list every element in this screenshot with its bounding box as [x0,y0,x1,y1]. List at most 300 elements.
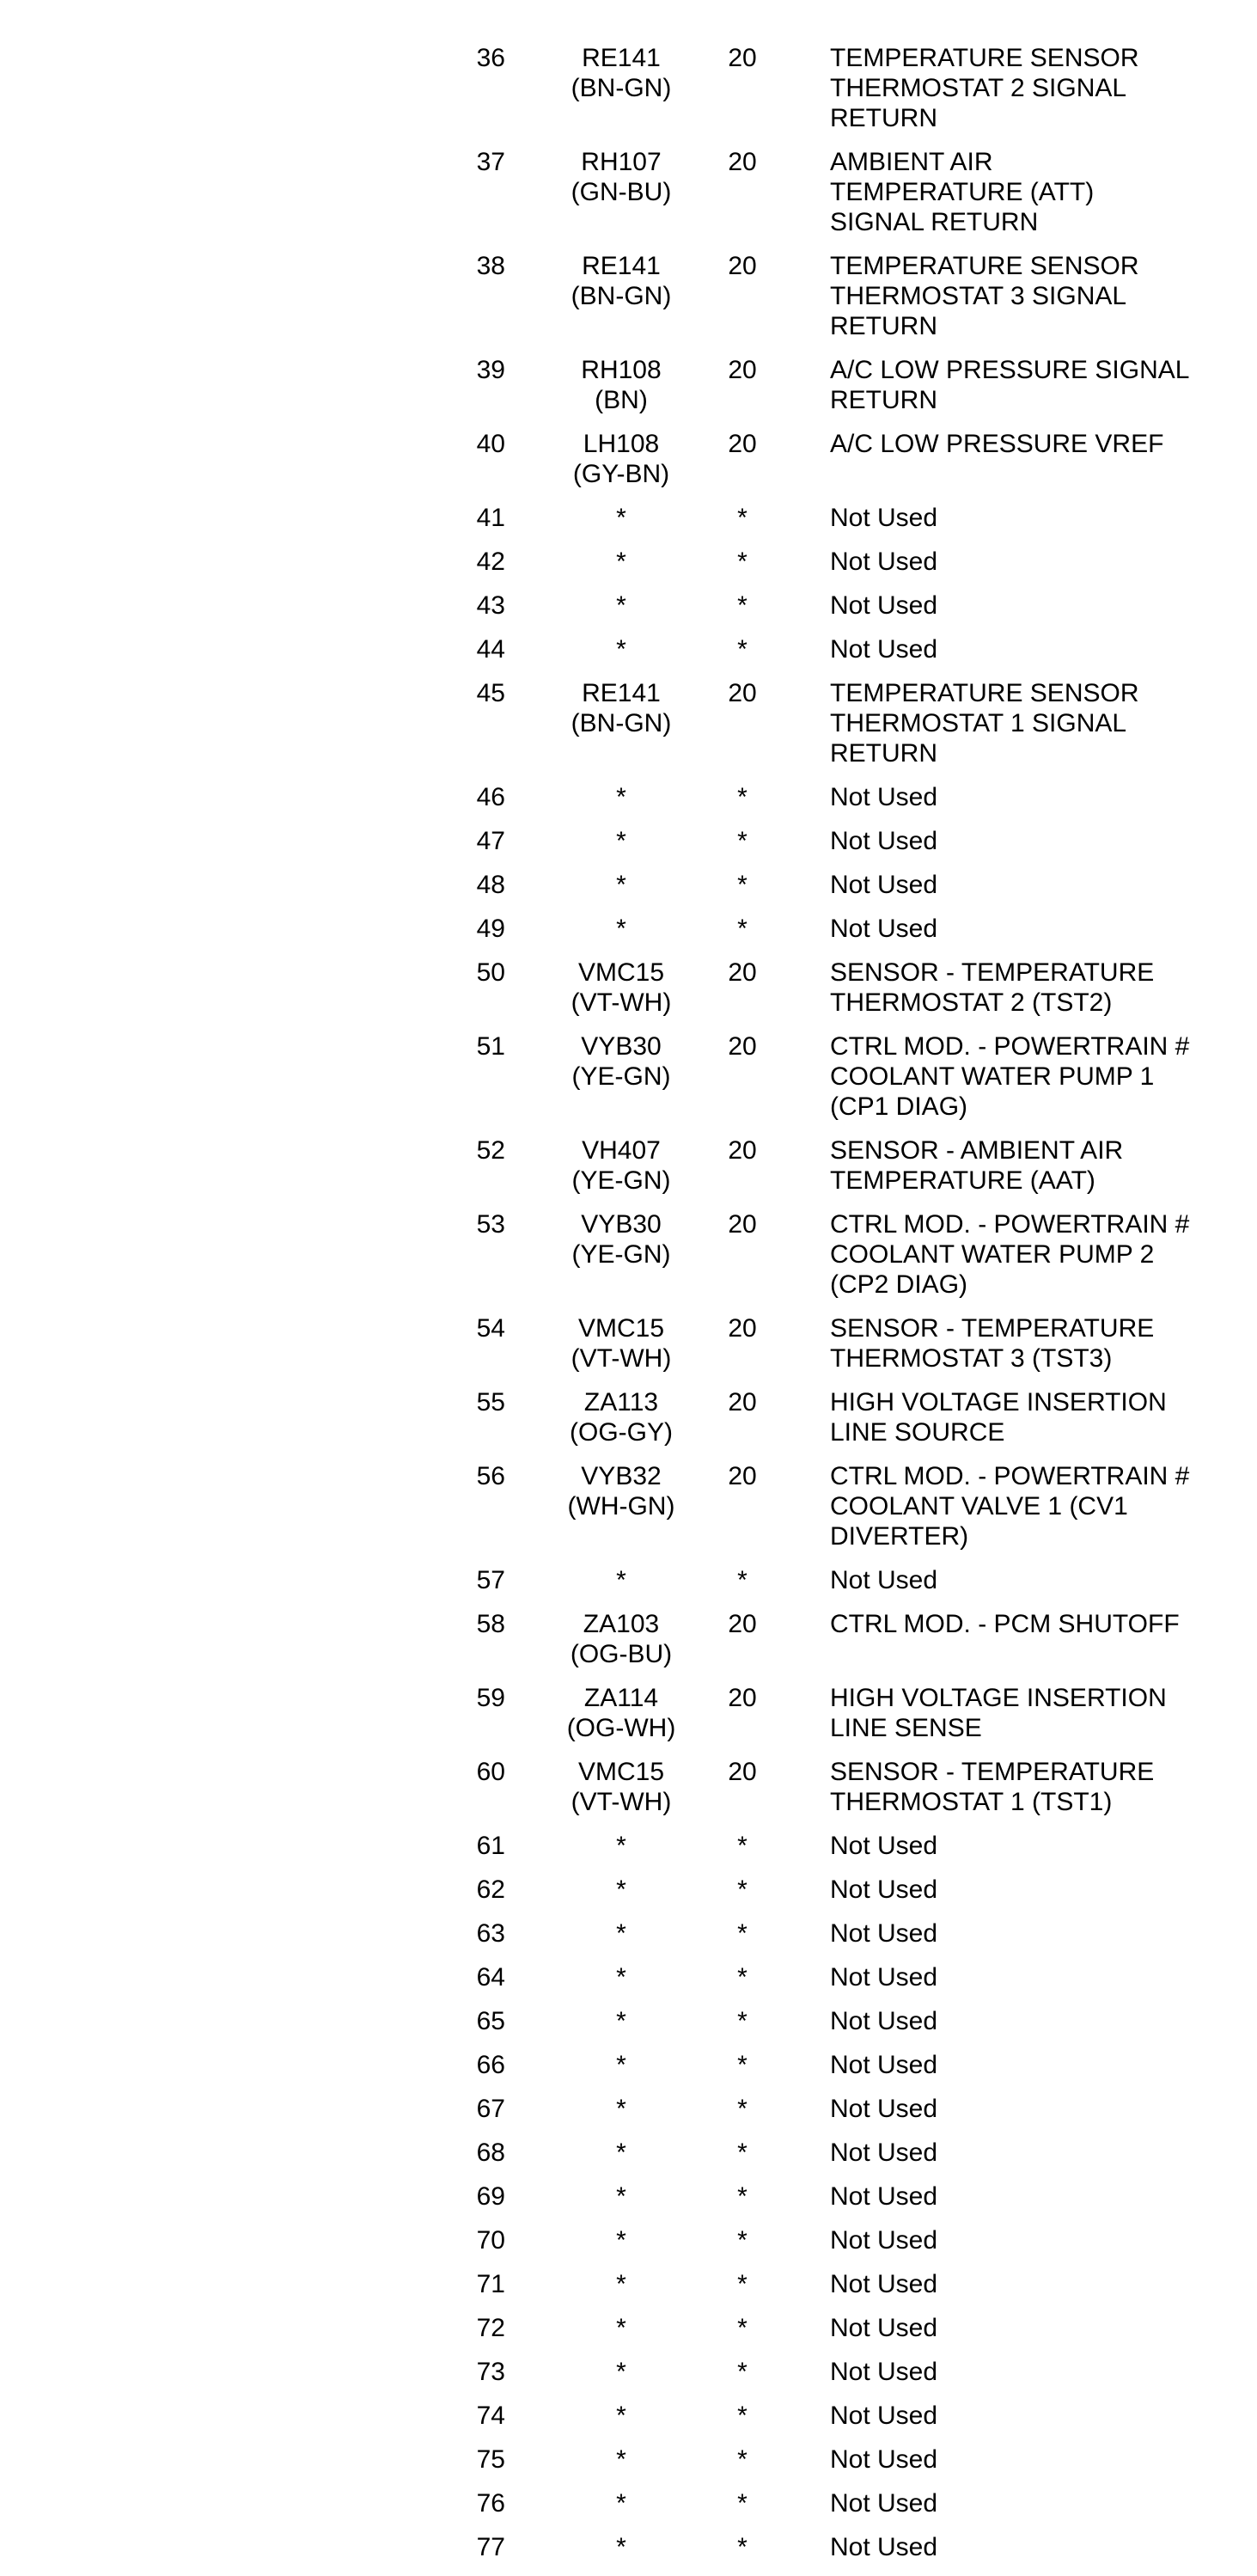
table-row [0,1609,1257,1669]
table-row [0,2488,1257,2518]
circuit-id [526,251,708,311]
function-line: Not Used [830,2051,938,2079]
circuit-function [830,1831,1242,1861]
circuit-id [526,429,708,489]
circuit-id [526,2050,708,2080]
function-line: RETURN [830,386,937,414]
circuit-line: RH107 [581,148,662,176]
wire-gauge: 20 [728,1388,757,1416]
circuit-id [526,958,708,1018]
circuit-line: VYB30 [581,1210,662,1239]
circuit-function [830,2401,1242,2431]
circuit-id [526,2094,708,2124]
circuit-line: * [616,2182,626,2211]
circuit-line: (VT-WH) [571,1344,672,1373]
circuit-id [526,2138,708,2168]
circuit-function [830,1962,1242,1992]
function-line: RETURN [830,739,937,768]
circuit-line: VH407 [582,1136,661,1165]
circuit-line: VYB30 [581,1032,662,1061]
table-row [0,1387,1257,1447]
function-line: Not Used [830,827,938,855]
circuit-function [830,2444,1242,2475]
circuit-function [830,1209,1242,1300]
circuit-function [830,2532,1242,2562]
wire-gauge: * [737,1963,747,1992]
circuit-line: * [616,783,626,811]
pin-number: 51 [476,1032,505,1061]
circuit-line: * [616,827,626,855]
wire-gauge: * [737,2139,747,2167]
table-row [0,43,1257,133]
pin-number: 63 [476,1919,505,1948]
wire-gauge: * [737,827,747,855]
circuit-id [526,826,708,856]
table-row [0,1031,1257,1122]
circuit-line: VYB32 [581,1462,662,1490]
function-line: COOLANT WATER PUMP 2 [830,1240,1155,1269]
circuit-line: (OG-WH) [566,1714,676,1742]
wire-gauge: 20 [728,1462,757,1490]
wire-gauge: * [737,915,747,943]
pin-number: 70 [476,2226,505,2255]
pin-number: 42 [476,548,505,576]
table-row [0,429,1257,489]
circuit-id [526,2006,708,2036]
pin-number: 57 [476,1566,505,1594]
circuit-line: * [616,591,626,620]
pin-number: 46 [476,783,505,811]
table-row [0,678,1257,768]
circuit-id [526,590,708,621]
circuit-line: * [616,871,626,899]
circuit-line: (GN-BU) [571,178,672,206]
circuit-line: * [616,635,626,664]
pin-number: 75 [476,2445,505,2474]
table-row [0,826,1257,856]
circuit-function [830,1135,1242,1196]
wire-gauge: 20 [728,1610,757,1638]
circuit-id [526,2357,708,2387]
function-line: SENSOR - TEMPERATURE [830,1314,1155,1343]
circuit-function [830,1875,1242,1905]
function-line: THERMOSTAT 1 (TST1) [830,1788,1113,1816]
wire-gauge: * [737,2314,747,2342]
circuit-id [526,2401,708,2431]
pin-number: 47 [476,827,505,855]
wire-gauge: 20 [728,430,757,458]
circuit-id [526,782,708,812]
circuit-line: * [616,915,626,943]
circuit-function [830,914,1242,944]
table-row [0,2269,1257,2299]
circuit-id [526,1962,708,1992]
circuit-function [830,2094,1242,2124]
circuit-function [830,2050,1242,2080]
pin-number: 53 [476,1210,505,1239]
circuit-line: VMC15 [577,958,665,987]
circuit-function [830,2357,1242,2387]
circuit-id [526,1683,708,1743]
pin-number: 58 [476,1610,505,1638]
circuit-line: * [616,2226,626,2255]
circuit-id [526,1875,708,1905]
wire-gauge: * [737,2533,747,2561]
pin-number: 41 [476,504,505,532]
function-line: (CP2 DIAG) [830,1270,968,1299]
circuit-function [830,503,1242,533]
table-row [0,1313,1257,1374]
circuit-function [830,1031,1242,1122]
wire-gauge: 20 [728,679,757,707]
circuit-id [526,1209,708,1270]
function-line: LINE SOURCE [830,1418,1005,1447]
wire-gauge: * [737,2358,747,2386]
function-line: Not Used [830,2270,938,2298]
circuit-line: * [616,2314,626,2342]
circuit-line: (BN) [595,386,648,414]
circuit-function [830,2269,1242,2299]
circuit-id [526,870,708,900]
table-row [0,958,1257,1018]
circuit-line: * [616,1963,626,1992]
function-line: Not Used [830,871,938,899]
pin-number: 71 [476,2270,505,2298]
function-line: COOLANT VALVE 1 (CV1 [830,1492,1128,1521]
function-line: Not Used [830,2533,938,2561]
function-line: Not Used [830,2445,938,2474]
circuit-function [830,870,1242,900]
circuit-function [830,1683,1242,1743]
function-line: SIGNAL RETURN [830,208,1039,236]
pin-number: 39 [476,356,505,384]
circuit-id [526,914,708,944]
function-line: Not Used [830,2402,938,2430]
function-line: CTRL MOD. - POWERTRAIN # [830,1210,1190,1239]
circuit-id [526,1609,708,1669]
pin-number: 73 [476,2358,505,2386]
table-row [0,1135,1257,1196]
pin-number: 72 [476,2314,505,2342]
circuit-function [830,1313,1242,1374]
circuit-function [830,1757,1242,1817]
table-row [0,2094,1257,2124]
circuit-function [830,678,1242,768]
function-line: RETURN [830,104,937,132]
circuit-line: * [616,2051,626,2079]
pin-number: 37 [476,148,505,176]
circuit-line: ZA103 [583,1610,660,1638]
circuit-id [526,355,708,415]
circuit-line: * [616,2139,626,2167]
function-line: THERMOSTAT 3 SIGNAL [830,282,1127,310]
wire-gauge: * [737,1919,747,1948]
table-row [0,1918,1257,1949]
function-line: Not Used [830,1875,938,1904]
pin-number: 64 [476,1963,505,1992]
table-row [0,2401,1257,2431]
circuit-line: (GY-BN) [572,460,670,488]
circuit-line: VMC15 [577,1314,665,1343]
circuit-id [526,1831,708,1861]
function-line: A/C LOW PRESSURE SIGNAL [830,356,1190,384]
function-line: TEMPERATURE SENSOR [830,252,1139,280]
wire-gauge: * [737,548,747,576]
circuit-line: (BN-GN) [571,74,672,102]
circuit-id [526,2181,708,2212]
circuit-function [830,147,1242,237]
function-line: HIGH VOLTAGE INSERTION [830,1388,1167,1416]
pin-number: 59 [476,1684,505,1712]
circuit-function [830,2225,1242,2255]
circuit-id [526,678,708,738]
wire-gauge: 20 [728,1758,757,1786]
function-line: Not Used [830,2007,938,2035]
function-line: CTRL MOD. - POWERTRAIN # [830,1462,1190,1490]
circuit-line: * [616,2445,626,2474]
circuit-function [830,2181,1242,2212]
table-row [0,1962,1257,1992]
pin-number: 49 [476,915,505,943]
wire-gauge: 20 [728,356,757,384]
table-row [0,2006,1257,2036]
table-row [0,634,1257,664]
circuit-id [526,1031,708,1092]
table-row [0,2357,1257,2387]
pin-number: 61 [476,1832,505,1860]
circuit-line: * [616,1919,626,1948]
table-row [0,1461,1257,1551]
wire-gauge: * [737,1566,747,1594]
circuit-id [526,1757,708,1817]
circuit-function [830,355,1242,415]
wire-gauge: 20 [728,1032,757,1061]
pin-number: 68 [476,2139,505,2167]
circuit-line: * [616,2358,626,2386]
circuit-id [526,1313,708,1374]
wire-gauge: * [737,871,747,899]
wire-gauge: 20 [728,1210,757,1239]
circuit-line: ZA114 [583,1684,659,1712]
wire-gauge: 20 [728,1136,757,1165]
circuit-id [526,503,708,533]
table-row [0,251,1257,341]
wire-gauge: * [737,1832,747,1860]
pin-number: 48 [476,871,505,899]
circuit-function [830,429,1242,459]
circuit-function [830,2006,1242,2036]
function-line: Not Used [830,2314,938,2342]
circuit-function [830,826,1242,856]
function-line: TEMPERATURE SENSOR [830,679,1139,707]
connector-pinout-table [0,43,1257,2576]
circuit-function [830,1565,1242,1595]
pin-number: 36 [476,44,505,72]
circuit-id [526,634,708,664]
circuit-function [830,2488,1242,2518]
function-line: Not Used [830,591,938,620]
pin-number: 67 [476,2095,505,2123]
function-line: Not Used [830,2489,938,2518]
function-line: Not Used [830,2358,938,2386]
table-row [0,1565,1257,1595]
pin-number: 69 [476,2182,505,2211]
wire-gauge: * [737,2445,747,2474]
table-row [0,1875,1257,1905]
pin-number: 40 [476,430,505,458]
function-line: Not Used [830,2182,938,2211]
circuit-line: (YE-GN) [571,1240,671,1269]
circuit-line: * [616,1875,626,1904]
table-row [0,1757,1257,1817]
circuit-id [526,2269,708,2299]
wire-gauge: * [737,2007,747,2035]
table-row [0,2444,1257,2475]
circuit-line: RE141 [582,252,661,280]
wire-gauge: * [737,504,747,532]
circuit-line: (YE-GN) [571,1062,671,1091]
function-line: SENSOR - TEMPERATURE [830,958,1155,987]
table-row [0,1831,1257,1861]
function-line: SENSOR - AMBIENT AIR [830,1136,1124,1165]
function-line: TEMPERATURE SENSOR [830,44,1139,72]
function-line: Not Used [830,635,938,664]
circuit-line: RE141 [582,679,661,707]
wire-gauge: 20 [728,1684,757,1712]
pin-number: 38 [476,252,505,280]
function-line: Not Used [830,1566,938,1594]
pin-number: 77 [476,2533,505,2561]
wire-gauge: 20 [728,252,757,280]
pin-number: 54 [476,1314,505,1343]
circuit-line: (BN-GN) [571,709,672,737]
function-line: THERMOSTAT 2 SIGNAL [830,74,1127,102]
circuit-line: VMC15 [577,1758,665,1786]
table-row [0,355,1257,415]
function-line: AMBIENT AIR [830,148,993,176]
pin-number: 52 [476,1136,505,1165]
table-row [0,782,1257,812]
pin-number: 55 [476,1388,505,1416]
wire-gauge: * [737,1875,747,1904]
circuit-id [526,2313,708,2343]
circuit-line: (VT-WH) [571,1788,672,1816]
function-line: HIGH VOLTAGE INSERTION [830,1684,1167,1712]
table-row [0,870,1257,900]
function-line: Not Used [830,915,938,943]
pin-number: 45 [476,679,505,707]
circuit-line: ZA113 [583,1388,659,1416]
circuit-line: * [616,2270,626,2298]
table-row [0,914,1257,944]
circuit-line: * [616,2402,626,2430]
circuit-id [526,2225,708,2255]
function-line: A/C LOW PRESSURE VREF [830,430,1164,458]
circuit-id [526,1135,708,1196]
wire-gauge: * [737,2402,747,2430]
function-line: Not Used [830,1919,938,1948]
pin-number: 44 [476,635,505,664]
circuit-line: * [616,1832,626,1860]
circuit-function [830,2313,1242,2343]
circuit-id [526,2444,708,2475]
wire-gauge: * [737,2270,747,2298]
circuit-line: (YE-GN) [571,1166,671,1195]
table-row [0,2181,1257,2212]
table-row [0,147,1257,237]
circuit-line: * [616,504,626,532]
circuit-function [830,590,1242,621]
table-row [0,2050,1257,2080]
function-line: THERMOSTAT 3 (TST3) [830,1344,1113,1373]
circuit-id [526,1918,708,1949]
wire-gauge: * [737,2182,747,2211]
function-line: Not Used [830,504,938,532]
circuit-line: RH108 [581,356,662,384]
circuit-id [526,1565,708,1595]
function-line: Not Used [830,2139,938,2167]
pin-number: 60 [476,1758,505,1786]
function-line: RETURN [830,312,937,340]
function-line: Not Used [830,2226,938,2255]
pin-number: 50 [476,958,505,987]
circuit-line: (VT-WH) [571,988,672,1017]
circuit-id [526,147,708,207]
circuit-function [830,782,1242,812]
circuit-id [526,547,708,577]
wire-gauge: 20 [728,44,757,72]
wire-gauge: * [737,2226,747,2255]
pin-number: 43 [476,591,505,620]
table-row [0,1209,1257,1300]
function-line: TEMPERATURE (AAT) [830,1166,1095,1195]
circuit-line: * [616,2533,626,2561]
pin-number: 76 [476,2489,505,2518]
wire-gauge: * [737,635,747,664]
circuit-function [830,251,1242,341]
circuit-line: * [616,2489,626,2518]
function-line: Not Used [830,783,938,811]
function-line: Not Used [830,1963,938,1992]
table-row [0,2225,1257,2255]
wire-gauge: * [737,2095,747,2123]
table-row [0,2313,1257,2343]
function-line: LINE SENSE [830,1714,982,1742]
circuit-function [830,2138,1242,2168]
table-row [0,503,1257,533]
function-line: SENSOR - TEMPERATURE [830,1758,1155,1786]
pin-number: 65 [476,2007,505,2035]
wire-gauge: 20 [728,958,757,987]
wire-gauge: * [737,2051,747,2079]
table-row [0,590,1257,621]
circuit-line: (OG-BU) [570,1640,673,1668]
circuit-line: * [616,2095,626,2123]
function-line: (CP1 DIAG) [830,1092,968,1121]
circuit-function [830,547,1242,577]
circuit-line: RE141 [582,44,661,72]
table-row [0,2138,1257,2168]
circuit-id [526,2532,708,2562]
circuit-line: * [616,548,626,576]
circuit-line: (OG-GY) [570,1418,673,1447]
circuit-line: LH108 [583,430,660,458]
circuit-id [526,1461,708,1521]
pin-number: 56 [476,1462,505,1490]
pin-number: 62 [476,1875,505,1904]
wire-gauge: * [737,2489,747,2518]
circuit-line: (BN-GN) [571,282,672,310]
